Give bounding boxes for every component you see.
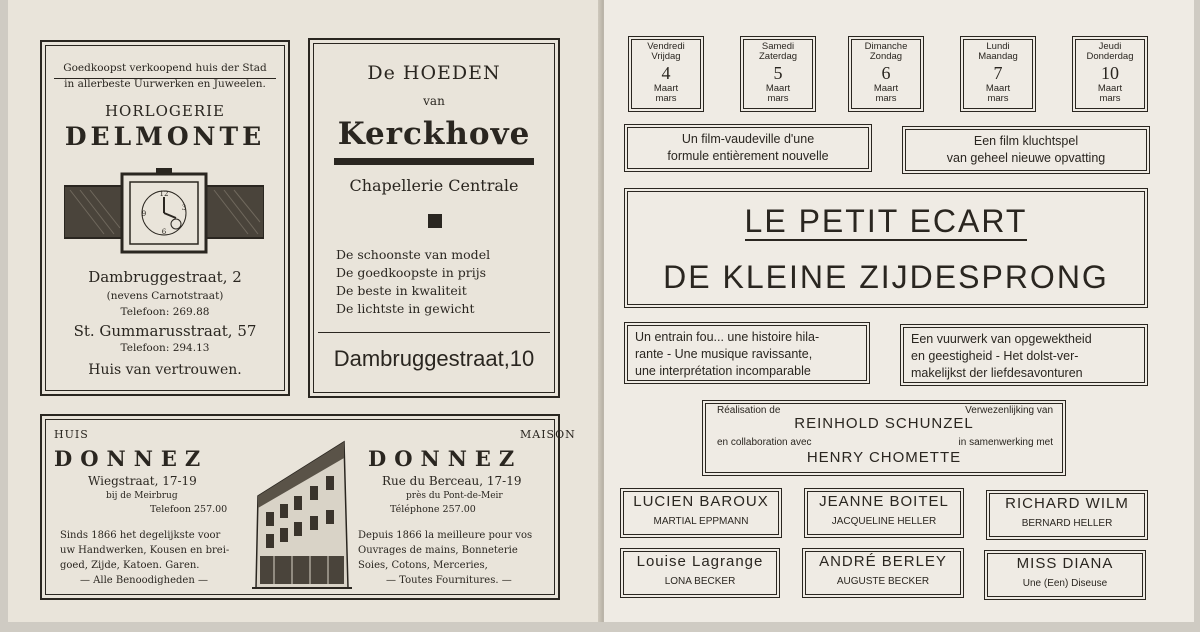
film-title-fr	[625, 193, 1147, 249]
cast-box	[984, 550, 1146, 600]
date-day-fr: Jeudi	[1098, 41, 1122, 52]
donnez-phone-fr: Téléphone 257.00	[390, 504, 476, 515]
svg-text:9: 9	[141, 210, 147, 218]
delmonte-name: DELMONTE	[64, 122, 266, 151]
date-month-nl: Maart	[985, 83, 1011, 94]
date-month-fr: mars	[1099, 93, 1121, 104]
donnez-label-nl: HUIS	[54, 428, 89, 441]
quality-line: De goedkoopste in prijs	[336, 265, 487, 280]
desc-line: — Alle Benoodigheden —	[80, 575, 208, 586]
delmonte-heading: HORLOGERIE	[104, 102, 226, 120]
date-number: 7	[993, 63, 1003, 83]
date-month-nl: Maart	[1097, 83, 1123, 94]
genre-line: formule entièrement nouvelle	[667, 149, 829, 163]
genre-line: Een film kluchtspel	[973, 134, 1079, 148]
film-title-fr-text: LE PETIT ECART	[744, 203, 1028, 239]
pitch-line: makelijkst der liefdesavonturen	[911, 366, 1083, 380]
pitch-box-fr	[624, 322, 870, 384]
kerckhove-address: Dambruggestraat,10	[333, 346, 535, 371]
genre-box-nl	[902, 126, 1150, 174]
date-day-fr: Samedi	[761, 41, 795, 52]
genre-line: van geheel nieuwe opvatting	[946, 151, 1106, 165]
ad-delmonte	[40, 40, 290, 396]
delmonte-address-2: St. Gummarusstraat, 57	[73, 322, 257, 340]
date-day-nl: Zaterdag	[758, 51, 798, 62]
date-box	[628, 36, 704, 112]
credit-collab-fr: en collaboration avec	[717, 437, 812, 448]
cast-box	[802, 548, 964, 598]
donnez-street-fr: Rue du Berceau, 17-19	[382, 474, 522, 488]
genre-line: Un film-vaudeville d'une	[681, 132, 815, 146]
credit-collab-nl: in samenwerking met	[958, 437, 1053, 448]
svg-text:3: 3	[181, 204, 187, 212]
date-number: 6	[881, 63, 891, 83]
date-day-fr: Vendredi	[647, 41, 685, 52]
quality-line: De schoonste van model	[336, 247, 491, 262]
cast-actor: MISS DIANA	[1016, 555, 1114, 572]
quality-line: De lichtste in gewicht	[336, 301, 475, 316]
date-number: 5	[773, 63, 783, 83]
cast-role: BERNARD HELLER	[1021, 518, 1113, 529]
right-page	[604, 0, 1194, 622]
pitch-line: une interprétation incomparable	[635, 364, 811, 378]
delmonte-address-1: Dambruggestraat, 2	[88, 268, 242, 286]
desc-line: goed, Zijde, Katoen. Garen.	[60, 560, 200, 571]
date-month-nl: Maart	[653, 83, 679, 94]
desc-line: — Toutes Fournitures. —	[386, 575, 512, 586]
date-number: 10	[1101, 63, 1119, 83]
cast-actor: RICHARD WILM	[1005, 495, 1129, 512]
cast-role: Une (Een) Diseuse	[1022, 578, 1108, 589]
quality-line: De beste in kwaliteit	[336, 283, 467, 298]
desc-line: Ouvrages de mains, Bonneterie	[358, 545, 518, 556]
cast-box	[620, 488, 782, 538]
date-day-nl: Donderdag	[1086, 51, 1134, 62]
pitch-line: rante - Une musique ravissante,	[635, 347, 813, 361]
desc-line: uw Handwerken, Kousen en brei-	[60, 545, 230, 556]
date-box	[1072, 36, 1148, 112]
donnez-phone-nl: Telefoon 257.00	[150, 504, 228, 515]
cast-role: MARTIAL EPPMANN	[653, 516, 749, 527]
svg-text:12: 12	[159, 190, 169, 198]
kerckhove-van: van	[423, 94, 445, 108]
delmonte-phone-1: Telefoon: 269.88	[120, 306, 210, 318]
date-day-nl: Vrijdag	[651, 51, 681, 62]
donnez-near-nl: bij de Meirbrug	[106, 491, 178, 501]
date-month-nl: Maart	[873, 83, 899, 94]
kerckhove-heading: De HOEDEN	[367, 62, 501, 84]
square-ornament-icon	[428, 214, 442, 228]
kerckhove-name: Kerckhove	[337, 116, 531, 152]
credit-realisation-nl: Verwezenlijking van	[965, 405, 1053, 416]
cast-role: LONA BECKER	[664, 576, 736, 587]
cast-role: JACQUELINE HELLER	[831, 516, 937, 527]
date-month-nl: Maart	[765, 83, 791, 94]
divider	[318, 332, 550, 333]
date-day-fr: Dimanche	[864, 41, 908, 52]
donnez-desc-nl	[60, 528, 229, 588]
date-month-fr: mars	[655, 93, 677, 104]
date-day-fr: Lundi	[986, 41, 1010, 52]
cast-box	[620, 548, 780, 598]
donnez-street-nl: Wiegstraat, 17-19	[88, 474, 197, 488]
ad-donnez	[40, 414, 576, 600]
delmonte-phone-2: Telefoon: 294.13	[120, 342, 210, 354]
donnez-near-fr: près du Pont-de-Meir	[406, 491, 503, 501]
delmonte-address-note: (nevens Carnotstraat)	[106, 290, 224, 302]
donnez-name-nl: DONNEZ	[54, 446, 209, 471]
genre-box-fr	[624, 124, 872, 172]
cast-actor: JEANNE BOITEL	[819, 493, 949, 510]
wristwatch-illustration	[64, 166, 264, 258]
director-name: REINHOLD SCHUNZEL	[794, 415, 974, 432]
film-title-box	[624, 188, 1148, 308]
date-month-fr: mars	[987, 93, 1009, 104]
donnez-desc-fr	[358, 528, 532, 588]
film-title-nl: DE KLEINE ZIJDESPRONG	[663, 259, 1109, 295]
shop-building-illustration	[252, 438, 352, 590]
ad-kerckhove	[308, 38, 560, 398]
date-day-nl: Maandag	[978, 51, 1018, 62]
date-box	[848, 36, 924, 112]
delmonte-tagline-2: in allerbeste Uurwerken en Juweelen.	[64, 78, 266, 90]
date-day-nl: Zondag	[869, 51, 903, 62]
desc-line: Sinds 1866 het degelijkste voor	[60, 530, 221, 541]
kerckhove-underline-bar	[334, 158, 534, 165]
donnez-name-fr: DONNEZ	[368, 446, 523, 471]
date-box	[740, 36, 816, 112]
date-month-fr: mars	[767, 93, 789, 104]
date-box	[960, 36, 1036, 112]
credits-box	[702, 400, 1066, 476]
donnez-label-fr: MAISON	[520, 428, 576, 441]
delmonte-tagline-1: Goedkoopst verkoopend huis der Stad	[54, 60, 276, 79]
co-director-name: HENRY CHOMETTE	[806, 449, 962, 466]
pitch-line: Un entrain fou... une histoire hila-	[635, 330, 820, 344]
delmonte-slogan: Huis van vertrouwen.	[88, 362, 242, 378]
date-month-fr: mars	[875, 93, 897, 104]
left-page	[8, 0, 602, 622]
cast-actor: Louise Lagrange	[636, 553, 764, 570]
cast-role: AUGUSTE BECKER	[836, 576, 930, 587]
pitch-line: en geestigheid - Het dolst-ver-	[911, 349, 1079, 363]
cast-actor: LUCIEN BAROUX	[633, 493, 769, 510]
cast-actor: ANDRÉ BERLEY	[819, 553, 947, 570]
credit-realisation-fr: Réalisation de	[717, 405, 781, 416]
svg-text:6: 6	[161, 228, 167, 236]
desc-line: Depuis 1866 la meilleure pour vos	[358, 530, 533, 541]
kerckhove-subtitle: Chapellerie Centrale	[349, 176, 519, 195]
cast-box	[986, 490, 1148, 540]
cast-box	[804, 488, 964, 538]
date-number: 4	[661, 63, 671, 83]
pitch-line: Een vuurwerk van opgewektheid	[911, 332, 1092, 346]
pitch-box-nl	[900, 324, 1148, 386]
kerckhove-qualities	[336, 246, 536, 318]
desc-line: Soies, Cotons, Merceries,	[358, 560, 488, 571]
